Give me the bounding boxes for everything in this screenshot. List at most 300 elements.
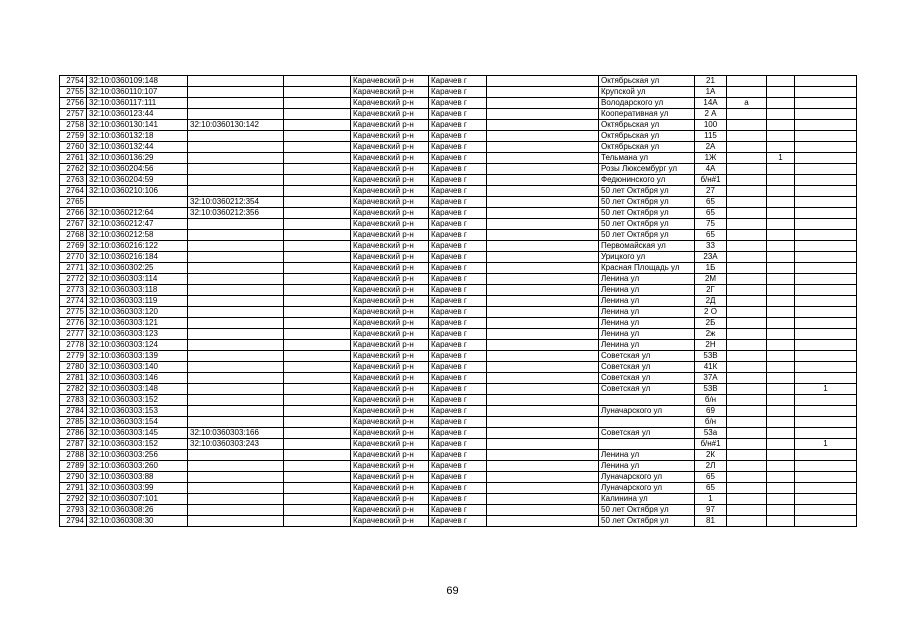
house-number-cell: 69	[695, 406, 727, 417]
street-cell: Первомайская ул	[599, 241, 695, 252]
street-cell: Ленина ул	[599, 285, 695, 296]
linked-cadastral-number-cell	[188, 142, 284, 153]
flag-column-b-cell	[795, 263, 857, 274]
flag-column-a-cell	[767, 241, 795, 252]
linked-cadastral-number-cell	[188, 351, 284, 362]
table-row	[60, 406, 857, 417]
linked-cadastral-number-cell	[188, 263, 284, 274]
district-cell: Карачевский р-н	[351, 384, 429, 395]
house-number-cell: 1	[695, 494, 727, 505]
flag-column-b-cell	[795, 76, 857, 87]
blank-column-2-cell	[487, 417, 599, 428]
blank-column-cell	[284, 87, 351, 98]
table-row	[60, 153, 857, 164]
linked-cadastral-number-cell	[188, 417, 284, 428]
linked-cadastral-number-cell	[188, 461, 284, 472]
blank-column-2-cell	[487, 230, 599, 241]
house-number-cell: 33	[695, 241, 727, 252]
blank-column-cell	[284, 153, 351, 164]
row-number-cell: 2767	[60, 219, 87, 230]
house-number-cell: 2Н	[695, 340, 727, 351]
table-row	[60, 296, 857, 307]
table-row	[60, 362, 857, 373]
blank-column-2-cell	[487, 120, 599, 131]
house-number-cell: 100	[695, 120, 727, 131]
table-row	[60, 516, 857, 527]
house-number-cell: 65	[695, 197, 727, 208]
flag-column-b-cell	[795, 252, 857, 263]
house-number-cell: 65	[695, 230, 727, 241]
row-number-cell: 2794	[60, 516, 87, 527]
linked-cadastral-number-cell	[188, 373, 284, 384]
flag-column-b-cell	[795, 329, 857, 340]
blank-column-cell	[284, 450, 351, 461]
flag-column-a-cell	[767, 516, 795, 527]
flag-column-b-cell	[795, 494, 857, 505]
flag-column-b-cell	[795, 516, 857, 527]
city-cell: Карачев г	[429, 483, 487, 494]
row-number-cell: 2779	[60, 351, 87, 362]
district-cell: Карачевский р-н	[351, 395, 429, 406]
flag-column-b-cell	[795, 230, 857, 241]
city-cell: Карачев г	[429, 219, 487, 230]
flag-column-b-cell	[795, 472, 857, 483]
row-number-cell: 2783	[60, 395, 87, 406]
flag-column-a-cell	[767, 296, 795, 307]
blank-column-2-cell	[487, 241, 599, 252]
building-letter-cell	[727, 142, 767, 153]
flag-column-a-cell	[767, 318, 795, 329]
row-number-cell: 2772	[60, 274, 87, 285]
building-letter-cell	[727, 406, 767, 417]
district-cell: Карачевский р-н	[351, 76, 429, 87]
flag-column-b-cell	[795, 318, 857, 329]
street-cell: Розы Люксембург ул	[599, 164, 695, 175]
city-cell: Карачев г	[429, 164, 487, 175]
blank-column-2-cell	[487, 373, 599, 384]
cadastral-number-cell: 32:10:0360204:59	[87, 175, 188, 186]
house-number-cell: 2К	[695, 450, 727, 461]
linked-cadastral-number-cell	[188, 307, 284, 318]
city-cell: Карачев г	[429, 252, 487, 263]
cadastral-number-cell: 32:10:0360303:139	[87, 351, 188, 362]
street-cell: 50 лет Октября ул	[599, 516, 695, 527]
row-number-cell: 2793	[60, 505, 87, 516]
cadastral-number-cell: 32:10:0360307:101	[87, 494, 188, 505]
linked-cadastral-number-cell	[188, 131, 284, 142]
table-row	[60, 340, 857, 351]
cadastral-number-cell: 32:10:0360303:153	[87, 406, 188, 417]
city-cell: Карачев г	[429, 417, 487, 428]
blank-column-cell	[284, 494, 351, 505]
blank-column-2-cell	[487, 186, 599, 197]
street-cell: Ленина ул	[599, 296, 695, 307]
street-cell: 50 лет Октября ул	[599, 208, 695, 219]
linked-cadastral-number-cell: 32:10:0360212:356	[188, 208, 284, 219]
row-number-cell: 2760	[60, 142, 87, 153]
house-number-cell: 53В	[695, 351, 727, 362]
blank-column-cell	[284, 241, 351, 252]
linked-cadastral-number-cell: 32:10:0360130:142	[188, 120, 284, 131]
cadastral-number-cell: 32:10:0360303:119	[87, 296, 188, 307]
flag-column-b-cell	[795, 406, 857, 417]
flag-column-b-cell	[795, 362, 857, 373]
blank-column-cell	[284, 483, 351, 494]
street-cell: Кооперативная ул	[599, 109, 695, 120]
city-cell: Карачев г	[429, 175, 487, 186]
linked-cadastral-number-cell	[188, 76, 284, 87]
district-cell: Карачевский р-н	[351, 439, 429, 450]
street-cell: Советская ул	[599, 351, 695, 362]
cadastral-number-cell: 32:10:0360303:146	[87, 373, 188, 384]
house-number-cell: 1Б	[695, 263, 727, 274]
flag-column-a-cell	[767, 98, 795, 109]
street-cell: Крупской ул	[599, 87, 695, 98]
table-row	[60, 164, 857, 175]
blank-column-2-cell	[487, 296, 599, 307]
row-number-cell: 2770	[60, 252, 87, 263]
district-cell: Карачевский р-н	[351, 516, 429, 527]
district-cell: Карачевский р-н	[351, 208, 429, 219]
row-number-cell: 2792	[60, 494, 87, 505]
house-number-cell: б/н#1	[695, 439, 727, 450]
city-cell: Карачев г	[429, 186, 487, 197]
street-cell: Октябрьская ул	[599, 76, 695, 87]
house-number-cell: 2 А	[695, 109, 727, 120]
district-cell: Карачевский р-н	[351, 142, 429, 153]
street-cell: Урицкого ул	[599, 252, 695, 263]
cadastral-number-cell: 32:10:0360212:58	[87, 230, 188, 241]
building-letter-cell	[727, 340, 767, 351]
building-letter-cell	[727, 153, 767, 164]
flag-column-b-cell: 1	[795, 439, 857, 450]
flag-column-a-cell	[767, 351, 795, 362]
blank-column-cell	[284, 274, 351, 285]
district-cell: Карачевский р-н	[351, 241, 429, 252]
row-number-cell: 2778	[60, 340, 87, 351]
cadastral-number-cell: 32:10:0360303:124	[87, 340, 188, 351]
city-cell: Карачев г	[429, 142, 487, 153]
district-cell: Карачевский р-н	[351, 472, 429, 483]
house-number-cell: 65	[695, 208, 727, 219]
district-cell: Карачевский р-н	[351, 87, 429, 98]
linked-cadastral-number-cell	[188, 362, 284, 373]
flag-column-a-cell	[767, 219, 795, 230]
cadastral-number-cell: 32:10:0360302:25	[87, 263, 188, 274]
flag-column-a-cell	[767, 450, 795, 461]
flag-column-b-cell	[795, 142, 857, 153]
blank-column-2-cell	[487, 153, 599, 164]
building-letter-cell	[727, 197, 767, 208]
building-letter-cell	[727, 516, 767, 527]
flag-column-a-cell	[767, 87, 795, 98]
blank-column-2-cell	[487, 516, 599, 527]
district-cell: Карачевский р-н	[351, 483, 429, 494]
row-number-cell: 2774	[60, 296, 87, 307]
row-number-cell: 2791	[60, 483, 87, 494]
city-cell: Карачев г	[429, 450, 487, 461]
table-row	[60, 219, 857, 230]
house-number-cell: 14А	[695, 98, 727, 109]
table-row	[60, 450, 857, 461]
blank-column-2-cell	[487, 461, 599, 472]
street-cell: Луначарского ул	[599, 406, 695, 417]
district-cell: Карачевский р-н	[351, 373, 429, 384]
building-letter-cell	[727, 439, 767, 450]
blank-column-cell	[284, 263, 351, 274]
district-cell: Карачевский р-н	[351, 505, 429, 516]
blank-column-2-cell	[487, 384, 599, 395]
building-letter-cell	[727, 329, 767, 340]
blank-column-cell	[284, 186, 351, 197]
table-row	[60, 98, 857, 109]
registry-table	[59, 75, 857, 527]
flag-column-a-cell	[767, 208, 795, 219]
flag-column-b-cell	[795, 120, 857, 131]
cadastral-number-cell: 32:10:0360132:18	[87, 131, 188, 142]
city-cell: Карачев г	[429, 76, 487, 87]
row-number-cell: 2761	[60, 153, 87, 164]
blank-column-2-cell	[487, 109, 599, 120]
street-cell: 50 лет Октября ул	[599, 197, 695, 208]
blank-column-2-cell	[487, 428, 599, 439]
blank-column-cell	[284, 230, 351, 241]
building-letter-cell	[727, 164, 767, 175]
linked-cadastral-number-cell	[188, 285, 284, 296]
district-cell: Карачевский р-н	[351, 362, 429, 373]
building-letter-cell	[727, 450, 767, 461]
table-row	[60, 494, 857, 505]
building-letter-cell	[727, 76, 767, 87]
city-cell: Карачев г	[429, 263, 487, 274]
building-letter-cell	[727, 109, 767, 120]
flag-column-a-cell	[767, 230, 795, 241]
building-letter-cell	[727, 505, 767, 516]
blank-column-cell	[284, 384, 351, 395]
street-cell: Ленина ул	[599, 450, 695, 461]
row-number-cell: 2763	[60, 175, 87, 186]
table-row	[60, 329, 857, 340]
cadastral-number-cell: 32:10:0360303:118	[87, 285, 188, 296]
district-cell: Карачевский р-н	[351, 450, 429, 461]
blank-column-cell	[284, 340, 351, 351]
blank-column-2-cell	[487, 197, 599, 208]
flag-column-a-cell	[767, 76, 795, 87]
city-cell: Карачев г	[429, 395, 487, 406]
flag-column-a-cell	[767, 263, 795, 274]
flag-column-b-cell	[795, 274, 857, 285]
table-row	[60, 395, 857, 406]
cadastral-number-cell: 32:10:0360210:106	[87, 186, 188, 197]
district-cell: Карачевский р-н	[351, 98, 429, 109]
flag-column-a-cell	[767, 109, 795, 120]
row-number-cell: 2777	[60, 329, 87, 340]
city-cell: Карачев г	[429, 406, 487, 417]
table-row	[60, 274, 857, 285]
cadastral-number-cell: 32:10:0360303:260	[87, 461, 188, 472]
flag-column-b-cell	[795, 175, 857, 186]
house-number-cell: 37А	[695, 373, 727, 384]
house-number-cell: 53а	[695, 428, 727, 439]
city-cell: Карачев г	[429, 208, 487, 219]
building-letter-cell	[727, 186, 767, 197]
blank-column-2-cell	[487, 164, 599, 175]
street-cell: Ленина ул	[599, 340, 695, 351]
linked-cadastral-number-cell: 32:10:0360303:166	[188, 428, 284, 439]
house-number-cell: 1А	[695, 87, 727, 98]
cadastral-number-cell: 32:10:0360303:140	[87, 362, 188, 373]
flag-column-b-cell	[795, 109, 857, 120]
blank-column-cell	[284, 351, 351, 362]
blank-column-cell	[284, 252, 351, 263]
flag-column-b-cell	[795, 428, 857, 439]
house-number-cell: 2Д	[695, 296, 727, 307]
table-row	[60, 241, 857, 252]
building-letter-cell	[727, 373, 767, 384]
building-letter-cell	[727, 274, 767, 285]
district-cell: Карачевский р-н	[351, 296, 429, 307]
row-number-cell: 2762	[60, 164, 87, 175]
table-row	[60, 87, 857, 98]
linked-cadastral-number-cell	[188, 175, 284, 186]
street-cell: Федюнинского ул	[599, 175, 695, 186]
linked-cadastral-number-cell	[188, 472, 284, 483]
house-number-cell: 53В	[695, 384, 727, 395]
city-cell: Карачев г	[429, 494, 487, 505]
flag-column-b-cell	[795, 450, 857, 461]
linked-cadastral-number-cell	[188, 230, 284, 241]
page-number: 69	[446, 585, 459, 597]
blank-column-cell	[284, 428, 351, 439]
table-row	[60, 263, 857, 274]
linked-cadastral-number-cell	[188, 340, 284, 351]
street-cell: Красная Площадь ул	[599, 263, 695, 274]
table-row	[60, 428, 857, 439]
linked-cadastral-number-cell	[188, 450, 284, 461]
row-number-cell: 2755	[60, 87, 87, 98]
table-row	[60, 186, 857, 197]
city-cell: Карачев г	[429, 362, 487, 373]
flag-column-a-cell	[767, 373, 795, 384]
street-cell: Володарского ул	[599, 98, 695, 109]
table-row	[60, 307, 857, 318]
city-cell: Карачев г	[429, 230, 487, 241]
row-number-cell: 2756	[60, 98, 87, 109]
district-cell: Карачевский р-н	[351, 219, 429, 230]
city-cell: Карачев г	[429, 505, 487, 516]
house-number-cell: б/н	[695, 417, 727, 428]
cadastral-number-cell: 32:10:0360308:30	[87, 516, 188, 527]
blank-column-cell	[284, 285, 351, 296]
city-cell: Карачев г	[429, 351, 487, 362]
street-cell: Калинина ул	[599, 494, 695, 505]
building-letter-cell	[727, 175, 767, 186]
blank-column-cell	[284, 142, 351, 153]
row-number-cell: 2764	[60, 186, 87, 197]
flag-column-a-cell	[767, 483, 795, 494]
street-cell: 50 лет Октября ул	[599, 230, 695, 241]
row-number-cell: 2780	[60, 362, 87, 373]
building-letter-cell	[727, 241, 767, 252]
flag-column-a-cell	[767, 406, 795, 417]
flag-column-a-cell	[767, 428, 795, 439]
blank-column-2-cell	[487, 505, 599, 516]
flag-column-b-cell	[795, 307, 857, 318]
house-number-cell: 1Ж	[695, 153, 727, 164]
blank-column-2-cell	[487, 318, 599, 329]
table-row	[60, 208, 857, 219]
cadastral-number-cell: 32:10:0360303:88	[87, 472, 188, 483]
cadastral-number-cell: 32:10:0360123:44	[87, 109, 188, 120]
flag-column-b-cell	[795, 87, 857, 98]
blank-column-2-cell	[487, 285, 599, 296]
table-row	[60, 120, 857, 131]
cadastral-number-cell: 32:10:0360110:107	[87, 87, 188, 98]
flag-column-a-cell	[767, 186, 795, 197]
cadastral-number-cell: 32:10:0360303:152	[87, 395, 188, 406]
flag-column-b-cell	[795, 131, 857, 142]
city-cell: Карачев г	[429, 120, 487, 131]
row-number-cell: 2773	[60, 285, 87, 296]
flag-column-b-cell	[795, 241, 857, 252]
flag-column-b-cell	[795, 340, 857, 351]
flag-column-a-cell	[767, 494, 795, 505]
flag-column-a-cell	[767, 505, 795, 516]
row-number-cell: 2757	[60, 109, 87, 120]
district-cell: Карачевский р-н	[351, 230, 429, 241]
district-cell: Карачевский р-н	[351, 109, 429, 120]
building-letter-cell	[727, 252, 767, 263]
street-cell: Октябрьская ул	[599, 142, 695, 153]
row-number-cell: 2776	[60, 318, 87, 329]
street-cell: Советская ул	[599, 373, 695, 384]
flag-column-a-cell	[767, 307, 795, 318]
table-row	[60, 318, 857, 329]
blank-column-cell	[284, 417, 351, 428]
blank-column-2-cell	[487, 263, 599, 274]
flag-column-a-cell	[767, 395, 795, 406]
row-number-cell: 2790	[60, 472, 87, 483]
city-cell: Карачев г	[429, 461, 487, 472]
blank-column-2-cell	[487, 406, 599, 417]
street-cell: Октябрьская ул	[599, 131, 695, 142]
blank-column-cell	[284, 197, 351, 208]
blank-column-2-cell	[487, 76, 599, 87]
city-cell: Карачев г	[429, 87, 487, 98]
blank-column-cell	[284, 516, 351, 527]
house-number-cell: 75	[695, 219, 727, 230]
flag-column-b-cell	[795, 395, 857, 406]
linked-cadastral-number-cell	[188, 274, 284, 285]
building-letter-cell	[727, 131, 767, 142]
building-letter-cell	[727, 208, 767, 219]
table-row	[60, 252, 857, 263]
house-number-cell: 4А	[695, 164, 727, 175]
row-number-cell: 2775	[60, 307, 87, 318]
flag-column-a-cell	[767, 384, 795, 395]
building-letter-cell	[727, 285, 767, 296]
district-cell: Карачевский р-н	[351, 175, 429, 186]
blank-column-2-cell	[487, 175, 599, 186]
flag-column-a-cell	[767, 417, 795, 428]
cadastral-number-cell: 32:10:0360212:64	[87, 208, 188, 219]
linked-cadastral-number-cell	[188, 164, 284, 175]
flag-column-b-cell	[795, 98, 857, 109]
cadastral-number-cell: 32:10:0360303:123	[87, 329, 188, 340]
street-cell	[599, 439, 695, 450]
city-cell: Карачев г	[429, 318, 487, 329]
cadastral-number-cell	[87, 197, 188, 208]
